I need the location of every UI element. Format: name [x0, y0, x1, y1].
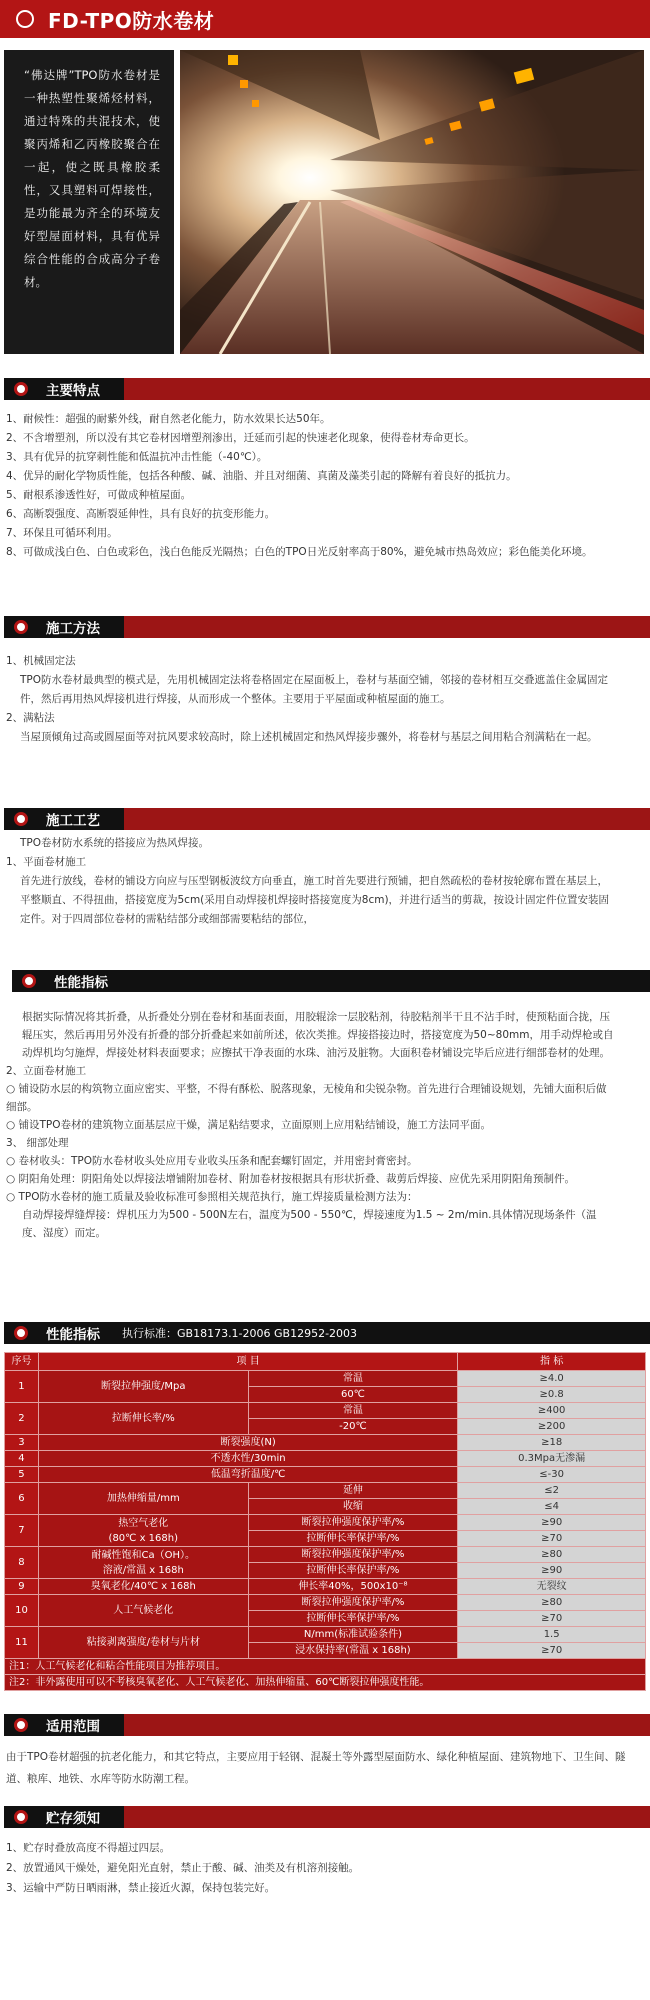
row-item: 热空气老化 (80℃ x 168h): [38, 1515, 248, 1547]
row-spec: ≥70: [458, 1643, 646, 1659]
list-item: 2、满粘法: [6, 712, 55, 724]
note-text: 注1：人工气候老化和粘合性能项目为推荐项目。: [5, 1659, 646, 1675]
section-title: 贮存须知: [46, 1811, 100, 1827]
list-item: 8、可做成浅白色、白色或彩色，浅白色能反光隔热；白色的TPO日光反射率高于80%，避免城市热岛效应；彩色能美化环境。: [6, 546, 593, 558]
table-row: [5, 1467, 646, 1483]
storage-list: [6, 1838, 626, 1898]
table-note: [5, 1659, 646, 1675]
row-condition: 延伸: [248, 1483, 458, 1499]
list-item: ○ 卷材收头：TPO防水卷材收头处应用专业收头压条和配套螺钉固定，并用密封膏密封。: [6, 1155, 418, 1167]
section-header-scope: [4, 1714, 650, 1736]
list-item: 5、耐根系渗透性好，可做成种植屋面。: [6, 489, 192, 501]
row-number: 8: [5, 1547, 39, 1579]
section-title: 性能指标: [54, 975, 108, 991]
circle-icon: [14, 1326, 28, 1340]
circle-icon: [14, 382, 28, 396]
paragraph: TPO防水卷材最典型的模式是，先用机械固定法将卷格固定在屋面板上，卷材与基面空铺，邻接的卷材相互交叠遮盖住金属固定件，然后再用热风焊接机进行焊接，从而形成一个整体。主要用于平屋面或种植屋面的施工。: [20, 674, 609, 705]
row-number: 5: [5, 1467, 39, 1483]
row-number: 6: [5, 1483, 39, 1515]
section-title: 施工工艺: [46, 813, 100, 829]
features-list: [6, 410, 636, 562]
row-spec: ≤4: [458, 1499, 646, 1515]
table-row: [5, 1595, 646, 1611]
list-item: 7、环保且可循环利用。: [6, 527, 118, 539]
list-item: 2、放置通风干燥处，避免阳光直射，禁止于酸、碱、油类及有机溶剂接触。: [6, 1862, 360, 1874]
table-row: [5, 1451, 646, 1467]
table-header: [5, 1353, 646, 1371]
col-header: 指 标: [458, 1353, 646, 1371]
row-spec: 0.3Mpa无渗漏: [458, 1451, 646, 1467]
row-item: 断裂拉伸强度/Mpa: [38, 1371, 248, 1403]
circle-icon: [14, 620, 28, 634]
row-item: 加热伸缩量/mm: [38, 1483, 248, 1515]
section-header-storage: [4, 1806, 650, 1828]
table-row: [5, 1627, 646, 1643]
row-number: 1: [5, 1371, 39, 1403]
list-item: 3、具有优异的抗穿刺性能和低温抗冲击性能（-40℃）。: [6, 451, 268, 463]
circle-icon: [16, 10, 34, 28]
row-condition: 拉断伸长率保护率/%: [248, 1531, 458, 1547]
table-row: [5, 1515, 646, 1531]
list-item: 3、运输中严防日晒雨淋，禁止接近火源，保持包装完好。: [6, 1882, 276, 1894]
section-header-perf: [12, 970, 650, 992]
row-spec: 1.5: [458, 1627, 646, 1643]
row-spec: ≥18: [458, 1435, 646, 1451]
row-spec: ≥200: [458, 1419, 646, 1435]
table-row: [5, 1371, 646, 1387]
row-condition: 常温: [248, 1403, 458, 1419]
row-condition: 断裂拉伸强度保护率/%: [248, 1547, 458, 1563]
list-item: ○ 阴阳角处理：阴阳角处以焊接法增铺附加卷材、附加卷材按根据具有形状折叠、裁剪后焊接、应优先采用阴阳角预制件。: [6, 1173, 575, 1185]
row-number: 7: [5, 1515, 39, 1547]
row-spec: ≥90: [458, 1563, 646, 1579]
paragraph: 首先进行放线，卷材的铺设方向应与压型钢板波纹方向垂直，施工时首先要进行预铺，把自然疏松的卷材按轮廓布置在基层上，平整顺直、不得扭曲，搭接宽度为5cm(采用自动焊接机焊接时搭接宽度为8cm)，并进行适当的剪裁，按设计固定件位置安装固定件。对于四周部位卷材的需粘结部分或细部需要粘结的部位，: [20, 875, 610, 925]
row-spec: ≥0.8: [458, 1387, 646, 1403]
row-item: 不透水性/30min: [38, 1451, 457, 1467]
row-condition: 断裂拉伸强度保护率/%: [248, 1595, 458, 1611]
list-item: ○ 铺设防水层的构筑物立面应密实、平整，不得有酥松、脱落现象，无棱角和尖锐杂物。首先进行合理铺设规划，先铺大面积后做细部。: [6, 1083, 607, 1113]
list-item: ○ 铺设TPO卷材的建筑物立面基层应干燥，满足粘结要求，立面原则上应用粘结铺设，施工方法同平面。: [6, 1119, 492, 1131]
row-condition: 收缩: [248, 1499, 458, 1515]
row-spec: ≥70: [458, 1611, 646, 1627]
section-header-method: [4, 616, 650, 638]
list-item: 3、 细部处理: [6, 1137, 69, 1149]
col-header: 项 目: [38, 1353, 457, 1371]
row-spec: ≥80: [458, 1595, 646, 1611]
row-number: 4: [5, 1451, 39, 1467]
row-spec: ≥70: [458, 1531, 646, 1547]
table-row: [5, 1547, 646, 1563]
list-item: 4、优异的耐化学物质性能，包括各种酸、碱、油脂、并且对细菌、真菌及藻类引起的降解有着良好的抵抗力。: [6, 470, 517, 482]
row-spec: ≥80: [458, 1547, 646, 1563]
page-title: FD-TPO防水卷材: [48, 8, 215, 33]
table-note: [5, 1675, 646, 1691]
list-item: ○ TPO防水卷材的施工质量及验收标准可参照相关规范执行，施工焊接质量检测方法为：: [6, 1191, 418, 1203]
row-number: 2: [5, 1403, 39, 1435]
list-item: 1、平面卷材施工: [6, 856, 87, 868]
table-row: [5, 1483, 646, 1499]
row-item: 断裂强度(N): [38, 1435, 457, 1451]
col-header: 序号: [5, 1353, 39, 1371]
section-title: 性能指标: [46, 1327, 100, 1343]
tunnel-photo: [180, 50, 644, 354]
spec-table: [4, 1352, 646, 1691]
row-item: 低温弯折温度/℃: [38, 1467, 457, 1483]
row-spec: ≤2: [458, 1483, 646, 1499]
row-number: 10: [5, 1595, 39, 1627]
row-condition: 伸长率40%，500x10⁻⁸: [248, 1579, 458, 1595]
row-item: 耐碱性饱和Ca（OH）。 溶液/常温 x 168h: [38, 1547, 248, 1579]
section-header-perf-standard: [4, 1322, 650, 1344]
perf-text: [6, 1008, 616, 1242]
scope-text: 由于TPO卷材超强的抗老化能力，和其它特点，主要应用于轻钢、混凝土等外露型屋面防水、绿化种植屋面、建筑物地下、卫生间、隧道、粮库、地铁、水库等防水防潮工程。: [6, 1751, 626, 1785]
standard-text: 执行标准：GB18173.1-2006 GB12952-2003: [122, 1327, 358, 1340]
row-spec: ≤-30: [458, 1467, 646, 1483]
row-condition: 断裂拉伸强度保护率/%: [248, 1515, 458, 1531]
paragraph: 当屋顶倾角过高或圆屋面等对抗风要求较高时，除上述机械固定和热风焊接步骤外，将卷材与基层之间用粘合剂满粘在一起。: [20, 731, 598, 743]
row-condition: N/mm(标准试验条件): [248, 1627, 458, 1643]
list-item: 2、不含增塑剂，所以没有其它卷材因增塑剂渗出，迁延而引起的快速老化现象，使得卷材寿命更长。: [6, 432, 475, 444]
circle-icon: [14, 1810, 28, 1824]
table-body: [5, 1371, 646, 1691]
note-text: 注2：非外露使用可以不考核臭氧老化、人工气候老化、加热伸缩量、60℃断裂拉伸强度性能。: [5, 1675, 646, 1691]
row-spec: 无裂纹: [458, 1579, 646, 1595]
row-number: 9: [5, 1579, 39, 1595]
section-header-process: [4, 808, 650, 830]
row-item: 臭氧老化/40℃ x 168h: [38, 1579, 248, 1595]
paragraph: 根据实际情况将其折叠，从折叠处分别在卷材和基面表面，用胶辊涂一层胶粘剂，待胶粘剂半干且不沾手时，使预粘面合拢，压辊压实，然后再用另外没有折叠的部分折叠起来如前所述，依次类推。焊接搭接边时，搭接宽度为50~80mm，用手动焊枪或自动焊机均匀施焊，焊接处材料表面要求；应擦拭干净表面的水珠、油污及脏物。大面积卷材铺设完毕后应进行细部卷材的处理。: [22, 1011, 614, 1059]
table-row: [5, 1435, 646, 1451]
section-title: 主要特点: [46, 383, 100, 399]
tunnel-illustration: [180, 50, 644, 354]
section-title: 施工方法: [46, 621, 100, 637]
list-item: 1、耐候性：超强的耐紫外线，耐自然老化能力，防水效果长达50年。: [6, 413, 331, 425]
row-spec: ≥90: [458, 1515, 646, 1531]
paragraph: 自动焊接焊缝焊接：焊机压力为500 - 500N左右，温度为500 - 550℃，焊接速度为1.5 ~ 2m/min.具体情况现场条件（温度、湿度）而定。: [22, 1209, 597, 1239]
list-item: 1、贮存时叠放高度不得超过四层。: [6, 1842, 171, 1854]
hero-description: “佛达牌”TPO防水卷材是一种热塑性聚烯烃材料，通过特殊的共混技术，使聚丙烯和乙丙橡胶聚合在一起，使之既具橡胶柔性，又具塑料可焊接性，是功能最为齐全的环境友好型屋面材料，具有优异综合性能的合成高分子卷材。: [4, 50, 174, 354]
table-row: [5, 1403, 646, 1419]
table-row: [5, 1579, 646, 1595]
row-condition: 拉断伸长率保护率/%: [248, 1611, 458, 1627]
row-spec: ≥400: [458, 1403, 646, 1419]
list-item: 6、高断裂强度、高断裂延伸性，具有良好的抗变形能力。: [6, 508, 276, 520]
row-spec: ≥4.0: [458, 1371, 646, 1387]
row-condition: 常温: [248, 1371, 458, 1387]
circle-icon: [14, 812, 28, 826]
method-text: [6, 652, 616, 747]
row-number: 11: [5, 1627, 39, 1659]
list-item: 2、立面卷材施工: [6, 1065, 87, 1077]
row-condition: 拉断伸长率保护率/%: [248, 1563, 458, 1579]
section-title: 适用范围: [46, 1719, 100, 1735]
section-header-features: [4, 378, 650, 400]
circle-icon: [22, 974, 36, 988]
row-condition: 60℃: [248, 1387, 458, 1403]
row-condition: 浸水保持率(常温 x 168h): [248, 1643, 458, 1659]
circle-icon: [14, 1718, 28, 1732]
list-item: 1、机械固定法: [6, 655, 76, 667]
row-item: 人工气候老化: [38, 1595, 248, 1627]
row-item: 拉断伸长率/%: [38, 1403, 248, 1435]
row-number: 3: [5, 1435, 39, 1451]
process-text: [6, 834, 616, 929]
title-banner: [0, 0, 650, 38]
row-item: 粘接剥离强度/卷材与片材: [38, 1627, 248, 1659]
paragraph: TPO卷材防水系统的搭接应为热风焊接。: [20, 837, 210, 849]
row-condition: -20℃: [248, 1419, 458, 1435]
